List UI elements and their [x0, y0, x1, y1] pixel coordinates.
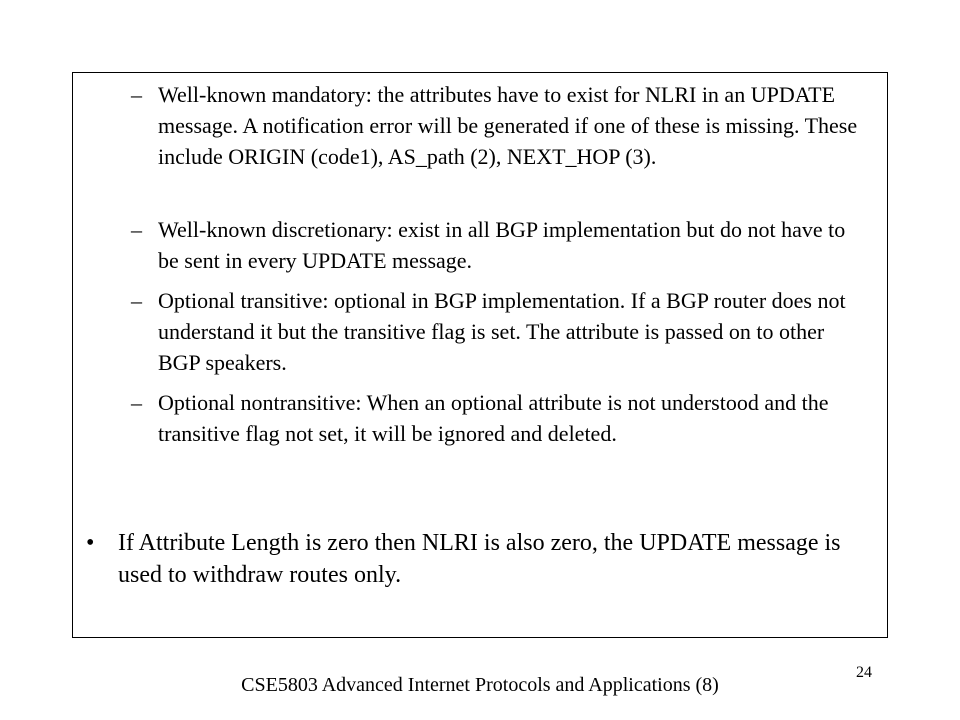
sub-item-optional-transitive — [131, 285, 871, 378]
bullet-attribute-length — [86, 527, 876, 591]
bullet-marker: • — [86, 530, 95, 556]
sub-item-text: Optional nontransitive: When an optional attribute is not understood and the transitive flag not set, it will be ignored and deleted. — [158, 390, 829, 446]
dash-marker: – — [131, 288, 142, 313]
dash-marker: – — [131, 217, 142, 242]
footer-course-title: CSE5803 Advanced Internet Protocols and Applications (8) — [241, 674, 719, 696]
dash-marker: – — [131, 82, 142, 107]
sub-item-well-known-discretionary — [131, 214, 871, 276]
sub-item-text: Well-known discretionary: exist in all BGP implementation but do not have to be sent in every UPDATE message. — [158, 217, 846, 273]
dash-marker: – — [131, 390, 142, 415]
sub-item-optional-nontransitive — [131, 387, 871, 449]
bullet-text: If Attribute Length is zero then NLRI is also zero, the UPDATE message is used to withdraw routes only. — [118, 530, 841, 588]
sub-item-text: Optional transitive: optional in BGP implementation. If a BGP router does not understand it but the transitive flag is set. The attribute is passed on to other BGP speakers. — [158, 288, 846, 375]
page-number: 24 — [856, 664, 872, 681]
sub-item-well-known-mandatory — [131, 79, 871, 172]
sub-item-text: Well-known mandatory: the attributes have to exist for NLRI in an UPDATE message. A notification error will be generated if one of these is missing. These include ORIGIN (code1), AS_path (2), NEXT_HOP (3). — [158, 82, 858, 169]
